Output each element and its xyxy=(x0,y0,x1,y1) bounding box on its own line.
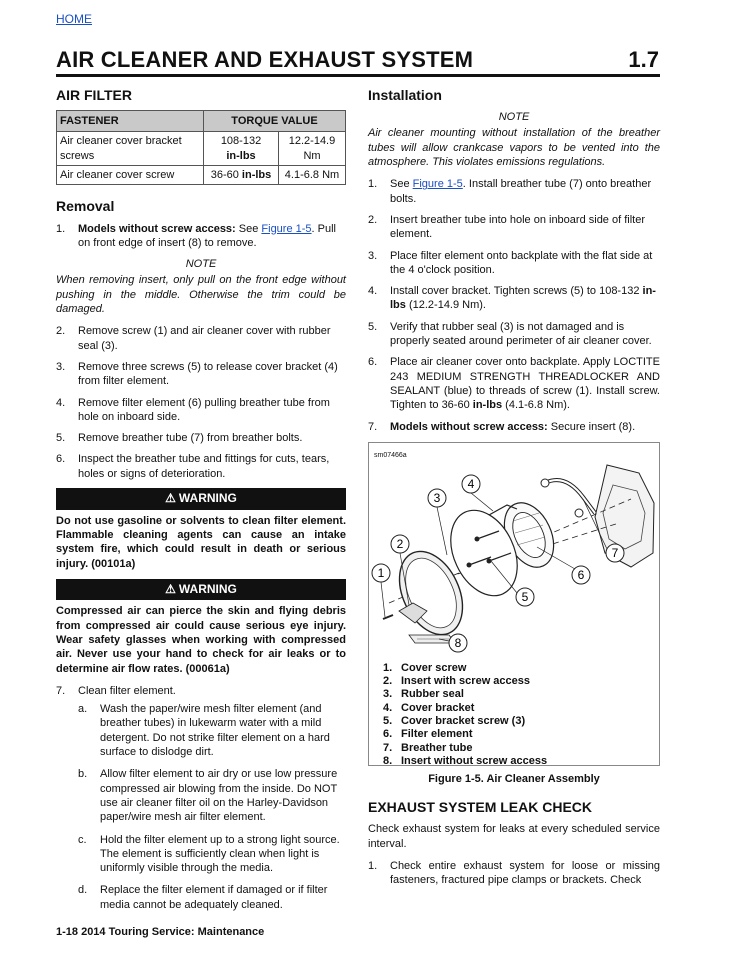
callout-3 xyxy=(428,489,446,507)
page-footer: 1-18 2014 Touring Service: Maintenance xyxy=(56,926,265,938)
list-item: 2. Remove screw (1) and air cleaner cover with rubber seal (3). xyxy=(56,325,331,352)
list-item: 6. Place air cleaner cover onto backplate. Apply LOCTITE 243 MEDIUM STRENGTH THREADLOCKER AND SEALANT (blue) to threads of screw (1). Install screw. Tighten to 36-60 in-lbs (4.1-6.8 Nm). xyxy=(368,356,660,412)
list-item: 1. Cover screw xyxy=(383,661,467,674)
list-item: 1. Models without screw access: See Figure 1-5. Pull on front edge of insert (8) to remove. xyxy=(56,222,337,249)
warning-banner: ⚠ WARNING xyxy=(56,579,346,601)
table-row xyxy=(57,166,346,185)
removal-steps-2 xyxy=(56,324,346,481)
note-body: When removing insert, only pull on the front edge without pushing in the middle. Otherwise the trim could be damaged. xyxy=(56,274,346,316)
note-heading: NOTE xyxy=(185,258,217,271)
warning-text: Do not use gasoline or solvents to clean filter element. Flammable cleaning agents can cause an intake system fire, which could result in death or serious injury. (00101a) xyxy=(56,514,346,570)
list-item: 3. Place filter element onto backplate with the flat side at the 4 o'clock position. xyxy=(368,249,653,276)
list-item: 2. Insert with screw access xyxy=(383,675,531,688)
torque-nm-cell: 12.2-14.9 Nm xyxy=(279,132,346,166)
torque-inlbs-cell: 108-132 in-lbs xyxy=(204,132,279,166)
svg-text:2: 2 xyxy=(396,536,404,551)
col-fastener: FASTENER xyxy=(57,111,204,132)
svg-text:4: 4 xyxy=(467,476,475,491)
figure-id: sm07466a xyxy=(374,451,407,459)
callout-2 xyxy=(391,535,409,553)
svg-text:1: 1 xyxy=(377,565,385,580)
figure-box xyxy=(368,442,660,766)
callout-7 xyxy=(606,544,624,562)
list-item: 8. Insert without screw access xyxy=(383,754,548,767)
exhaust-steps xyxy=(368,859,660,888)
warning-icon: ⚠ xyxy=(165,581,176,596)
fastener-cell: Air cleaner cover bracket screws xyxy=(57,132,204,166)
list-item: 5. Remove breather tube (7) from breather bolts. xyxy=(56,432,303,445)
list-item: 4. Remove filter element (6) pulling breather tube from hole on inboard side. xyxy=(56,396,330,423)
list-item: 2. Insert breather tube into hole on inboard side of filter element. xyxy=(368,213,645,241)
list-item: 3. Remove three screws (5) to release cover bracket (4) from filter element. xyxy=(56,360,338,388)
list-item: 7. Models without screw access: Secure insert (8). xyxy=(368,420,636,433)
svg-text:8: 8 xyxy=(454,635,462,650)
installation-steps xyxy=(368,177,660,433)
list-item: 6. Filter element xyxy=(383,728,473,741)
note-body: Air cleaner mounting without installation of the breather tubes will allow crankcase vapors to be vented into the atmosphere. This violates emissions regulations. xyxy=(368,127,660,169)
warning-icon: ⚠ xyxy=(165,491,176,506)
substeps xyxy=(78,702,346,912)
removal-heading: Removal xyxy=(56,198,115,215)
left-column xyxy=(56,86,346,920)
list-item: 6. Inspect the breather tube and fittings for cuts, tears, holes or signs of deterioration. xyxy=(56,453,330,480)
list-item: d. Replace the filter element if damaged or if filter media cannot be adequately cleaned. xyxy=(78,884,328,911)
figure-link[interactable]: Figure 1-5 xyxy=(261,222,312,235)
warning-text: Compressed air can pierce the skin and flying debris from compressed air could cause serious eye injury. Wear safety glasses when working with compressed air. Never use your hand to check for air leaks or to determine air flow rates. (00061a) xyxy=(56,605,346,675)
removal-steps xyxy=(56,222,346,251)
warning-banner: ⚠ WARNING xyxy=(56,488,346,510)
installation-heading: Installation xyxy=(368,87,442,103)
right-column xyxy=(368,86,660,895)
col-torque: TORQUE VALUE xyxy=(204,111,346,132)
callout-1 xyxy=(372,564,390,582)
section-number: 1.7 xyxy=(628,47,659,72)
air-cleaner-illustration xyxy=(369,443,659,658)
fastener-cell: Air cleaner cover screw xyxy=(57,166,204,185)
callout-8 xyxy=(449,634,467,652)
exhaust-heading: EXHAUST SYSTEM LEAK CHECK xyxy=(368,799,593,816)
list-item: 5. Cover bracket screw (3) xyxy=(383,715,526,728)
callout-4 xyxy=(462,475,480,493)
svg-text:7: 7 xyxy=(611,545,619,560)
table-row xyxy=(57,132,346,166)
torque-inlbs-cell: 36-60 in-lbs xyxy=(204,166,279,185)
list-item: b. Allow filter element to air dry or use low pressure compressed air blowing from the inside. Do NOT use air cleaner filter oil on the Harley-Davidson paper/wire mesh air filter element. xyxy=(78,768,338,824)
note-heading: NOTE xyxy=(498,111,530,124)
list-item: 1. Check entire exhaust system for loose or missing fasteners, fractured pipe clamps or brackets. Check xyxy=(368,859,660,887)
figure-caption: Figure 1-5. Air Cleaner Assembly xyxy=(428,772,600,785)
figure-link[interactable]: Figure 1-5 xyxy=(412,178,463,191)
callout-5 xyxy=(516,588,534,606)
list-item: 1. See Figure 1-5. Install breather tube (7) onto breather bolts. xyxy=(368,178,652,205)
title-rule xyxy=(56,74,660,77)
list-item: 4. Cover bracket xyxy=(383,701,475,714)
home-link[interactable]: HOME xyxy=(56,12,92,26)
air-filter-heading: AIR FILTER xyxy=(56,87,132,103)
torque-table xyxy=(56,110,346,185)
svg-text:5: 5 xyxy=(521,589,529,604)
list-item: 7. Breather tube xyxy=(383,741,473,754)
list-item: 3. Rubber seal xyxy=(383,688,464,701)
list-item: 4. Install cover bracket. Tighten screws (5) to 108-132 in-lbs (12.2-14.9 Nm). xyxy=(368,285,656,312)
list-item: c. Hold the filter element up to a strong light source. The element is sufficiently clean when light is uniformly visible through the media. xyxy=(78,833,340,875)
exhaust-intro: Check exhaust system for leaks at every scheduled service interval. xyxy=(368,823,660,850)
list-item: 7. Clean filter element. a. Wash the paper/wire mesh filter element (and breather tubes) in lukewarm water with a mild detergent. Do not strike filter element on a hard surface to dislodge dirt. b. Allow filter element to air dry or use low pressure compressed air blowing from the inside. Do NOT use air cleaner filter oil on the Harley-Davidson paper/wire mesh air filter element. c. Hold the filter element up to a strong light source. The element is sufficiently clean when light is uniformly visible through the media. d. Replace the filter element if damaged or if filter media cannot be adequately cleaned. xyxy=(56,684,346,912)
svg-text:3: 3 xyxy=(433,490,441,505)
list-item: 5. Verify that rubber seal (3) is not damaged and is properly seated around perimeter of air cleaner cover. xyxy=(368,320,652,348)
removal-steps-3 xyxy=(56,684,346,912)
page-title: AIR CLEANER AND EXHAUST SYSTEM xyxy=(56,47,474,72)
torque-nm-cell: 4.1-6.8 Nm xyxy=(279,166,346,185)
list-item: a. Wash the paper/wire mesh filter element (and breather tubes) in lukewarm water with a mild detergent. Do not strike filter element on a hard surface to dislodge dirt. xyxy=(78,703,330,759)
figure-legend xyxy=(383,661,547,767)
svg-text:6: 6 xyxy=(577,567,585,582)
